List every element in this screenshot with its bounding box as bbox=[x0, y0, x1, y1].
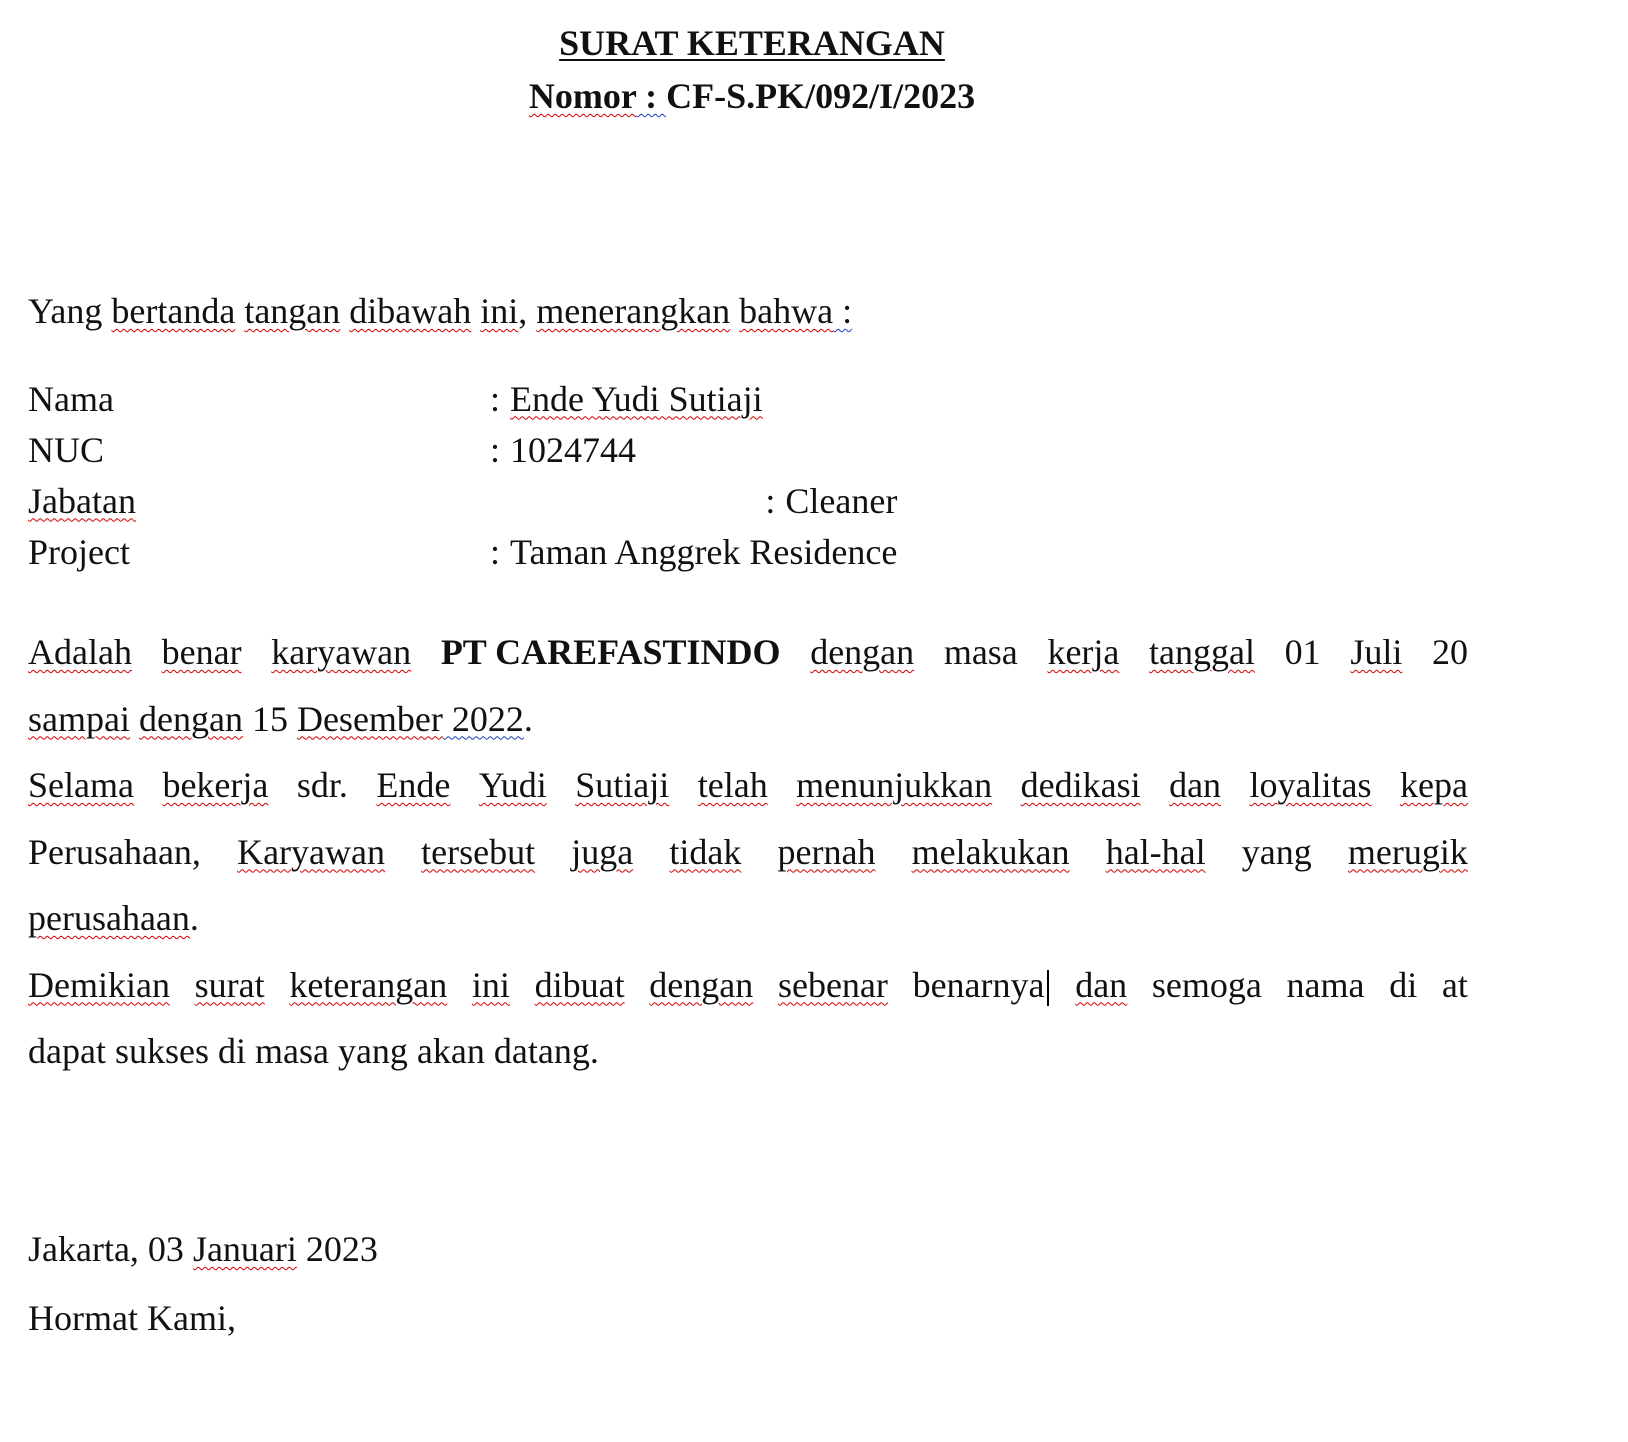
body-word: semoga bbox=[1151, 964, 1262, 1005]
field-row-nuc bbox=[28, 424, 897, 475]
body-text bbox=[28, 627, 1628, 1093]
body-word: 01 bbox=[1284, 632, 1321, 672]
intro-space bbox=[340, 291, 349, 331]
body-word: telah bbox=[697, 765, 768, 805]
body-word: juga bbox=[571, 831, 634, 872]
body-word: dengan bbox=[649, 964, 754, 1005]
intro-text: Yang bbox=[28, 291, 112, 331]
body-word: ini bbox=[471, 964, 510, 1005]
intro-space bbox=[471, 291, 480, 331]
body-word: kerja bbox=[1047, 632, 1120, 672]
body-word: dengan bbox=[138, 698, 243, 739]
body-line bbox=[28, 893, 1628, 960]
body-word: Perusahaan, bbox=[28, 831, 201, 872]
body-line bbox=[28, 627, 1468, 694]
body-word: Sutiaji bbox=[575, 765, 670, 805]
closing-date-month: Januari bbox=[192, 1229, 297, 1269]
body-word: nama bbox=[1286, 964, 1365, 1005]
text-cursor bbox=[1047, 970, 1049, 1006]
field-colon: : bbox=[490, 531, 501, 572]
closing-date bbox=[28, 1228, 378, 1270]
intro-word: dibawah bbox=[349, 291, 472, 331]
body-word: Adalah bbox=[28, 632, 132, 672]
body-word: dan bbox=[1169, 765, 1222, 805]
field-colon: : bbox=[490, 429, 501, 470]
body-word: merugik bbox=[1347, 831, 1468, 872]
body-word: 20 bbox=[1432, 632, 1468, 672]
body-word: tidak bbox=[669, 831, 742, 872]
nomor-value: CF-S.PK/092/I/2023 bbox=[666, 76, 976, 116]
body-word: Demikian bbox=[28, 964, 170, 1005]
body-word: keterangan bbox=[289, 964, 448, 1005]
field-label: NUC bbox=[28, 429, 105, 470]
body-word: sampai bbox=[28, 698, 130, 739]
body-word: sebenar bbox=[777, 964, 888, 1005]
body-word: dedikasi bbox=[1020, 765, 1141, 805]
body-word: Juli bbox=[1350, 632, 1403, 672]
body-line bbox=[28, 760, 1468, 827]
employee-fields bbox=[28, 373, 897, 577]
body-word: tanggal bbox=[1149, 632, 1256, 672]
body-word: PT CAREFASTINDO bbox=[440, 632, 781, 672]
body-word: yang bbox=[1241, 831, 1312, 872]
body-text-run: . bbox=[189, 898, 199, 938]
intro-space: , bbox=[518, 291, 537, 331]
body-word: surat bbox=[194, 964, 265, 1005]
body-space bbox=[130, 699, 139, 739]
body-line bbox=[28, 827, 1468, 894]
body-word: loyalitas bbox=[1249, 765, 1372, 805]
body-text-run: . bbox=[523, 698, 533, 739]
body-word: dan bbox=[1075, 964, 1128, 1005]
field-label: Project bbox=[28, 531, 130, 572]
body-word: menunjukkan bbox=[796, 765, 993, 805]
body-word: sdr. bbox=[296, 765, 348, 805]
nomor-separator: : bbox=[636, 76, 667, 116]
intro-space bbox=[235, 291, 244, 331]
body-word: benar bbox=[161, 632, 242, 672]
body-word: melakukan bbox=[911, 831, 1070, 872]
body-word: dibuat bbox=[534, 964, 625, 1005]
body-word: di bbox=[1389, 964, 1418, 1005]
body-word: Karyawan bbox=[237, 831, 385, 872]
document-number bbox=[0, 75, 1504, 117]
body-text-run: 15 bbox=[242, 698, 297, 739]
intro-word: bertanda bbox=[111, 291, 236, 331]
body-line bbox=[28, 694, 1628, 761]
intro-word: menerangkan bbox=[536, 291, 731, 331]
body-word: hal-hal bbox=[1105, 831, 1206, 872]
intro-paragraph bbox=[28, 290, 852, 332]
body-word: Desember bbox=[296, 698, 443, 739]
field-label: Nama bbox=[28, 378, 114, 419]
body-word: at bbox=[1441, 964, 1468, 1005]
body-text-run: dapat sukses di masa yang akan datang. bbox=[28, 1031, 599, 1071]
body-line bbox=[28, 1026, 1628, 1093]
closing-date-year: 2023 bbox=[296, 1229, 378, 1269]
field-value: 1024744 bbox=[510, 429, 636, 470]
field-label: Jabatan bbox=[28, 480, 136, 521]
intro-word: bahwa bbox=[739, 291, 834, 331]
nomor-label: Nomor bbox=[528, 76, 637, 116]
body-word: 2022 bbox=[442, 698, 524, 739]
body-word: tersebut bbox=[421, 831, 536, 872]
body-word: perusahaan bbox=[28, 898, 190, 938]
document-title: SURAT KETERANGAN bbox=[559, 23, 945, 63]
field-value: Taman Anggrek Residence bbox=[510, 531, 898, 572]
closing-regards: Hormat Kami, bbox=[28, 1298, 236, 1338]
field-colon: : bbox=[765, 480, 776, 521]
intro-word: ini bbox=[480, 291, 519, 331]
body-word: bekerja bbox=[162, 765, 269, 805]
body-word: Yudi bbox=[478, 765, 547, 805]
field-value: Cleaner bbox=[785, 480, 898, 521]
closing-date-text: Jakarta, 03 bbox=[28, 1229, 193, 1269]
body-word: dengan bbox=[810, 632, 915, 672]
field-row-jabatan bbox=[28, 475, 897, 526]
field-row-project bbox=[28, 526, 897, 577]
body-word: Selama bbox=[28, 765, 134, 805]
field-colon: : bbox=[490, 378, 501, 419]
intro-word: tangan bbox=[244, 291, 341, 331]
field-row-nama bbox=[28, 373, 897, 424]
body-line bbox=[28, 960, 1468, 1027]
intro-end: : bbox=[833, 291, 853, 331]
body-word: Ende bbox=[376, 765, 451, 805]
body-word: pernah bbox=[777, 831, 876, 872]
body-word: kepa bbox=[1399, 765, 1468, 805]
body-word: benarnya bbox=[913, 960, 1051, 1027]
intro-space bbox=[730, 291, 739, 331]
field-value: Ende Yudi Sutiaji bbox=[510, 378, 763, 419]
body-word: masa bbox=[943, 632, 1018, 672]
body-word: karyawan bbox=[271, 632, 412, 672]
